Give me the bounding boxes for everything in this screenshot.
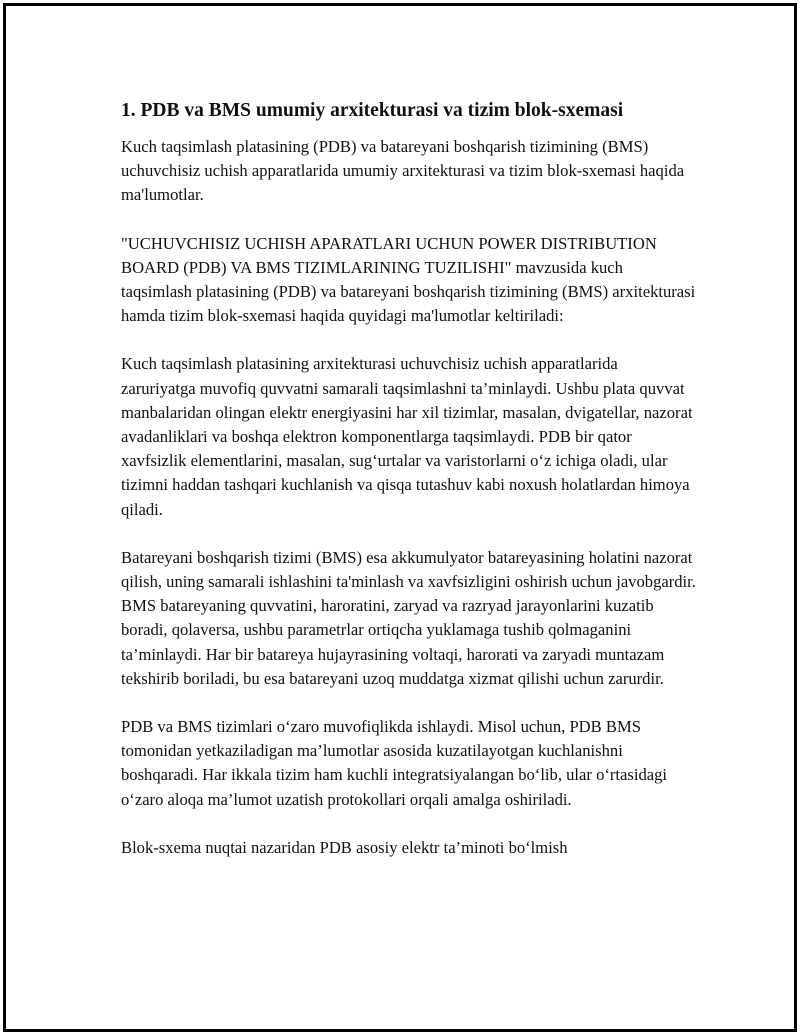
paragraph-pdb-bms-interaction: PDB va BMS tizimlari o‘zaro muvofiqlikda ishlaydi. Misol uchun, PDB BMS tomonidan yetkaziladigan ma’lumotlar asosida kuzatilayotgan kuchlanishni boshqaradi. Har ikkala tizim ham kuchli integratsiyalangan bo‘lib, ular o‘rtasidagi o‘zaro aloqa ma’lumot uzatish protokollari orqali amalga oshiriladi. <box>121 717 668 809</box>
paragraph-intro: Kuch taqsimlash platasining (PDB) va batareyani boshqarish tizimining (BMS) uchuvchisiz uchish apparatlarida umumiy arxitekturasi va tizim blok-sxemasi haqida ma'lumotlar. <box>121 137 685 205</box>
paragraph-block-diagram: Blok-sxema nuqtai nazaridan PDB asosiy elektr ta’minoti bo‘lmish <box>121 837 568 857</box>
page-frame <box>3 3 797 1032</box>
paragraph-topic: "UCHUVCHISIZ UCHISH APARATLARI UCHUN POWER DISTRIBUTION BOARD (PDB) VA BMS TIZIMLARINING TUZILISHI" mavzusida kuch taqsimlash platasining (PDB) va batareyani boshqarish tizimining (BMS) arxitekturasi hamda tizim blok-sxemasi haqida quyidagi ma'lumotlar keltiriladi: <box>121 233 696 326</box>
document-title: 1. PDB va BMS umumiy arxitekturasi va tizim blok-sxemasi <box>121 100 624 121</box>
paragraph-bms: Batareyani boshqarish tizimi (BMS) esa akkumulyator batareyasining holatini nazorat qilish, uning samarali ishlashini ta'minlash va xavfsizligini oshirish uchun javobgardir. BMS batareyaning quvvatini, haroratini, zaryad va razryad jarayonlarini kuzatib boradi, qolaversa, ushbu parametrlar ortiqcha yuklamaga tushib qolmaganini ta’minlaydi. Har bir batareya hujayrasining voltaqi, harorati va zaryadi muntazam tekshirib boriladi, bu esa batareyani uzoq muddatga xizmat qilishi uchun zarurdir. <box>121 547 696 688</box>
document-body <box>121 98 696 884</box>
paragraph-pdb-architecture: Kuch taqsimlash platasining arxitekturasi uchuvchisiz uchish apparatlarida zaruriyatga muvofiq quvvatni samarali taqsimlashni ta’minlaydi. Ushbu plata quvvat manbalaridan olingan elektr energiyasini har xil tizimlar, masalan, dvigatellar, nazorat avadanliklari va boshqa elektron komponentlarga taqsimlaydi. PDB bir qator xavfsizlik elementlarini, masalan, sug‘urtalar va varistorlarni o‘z ichiga oladi, ular tizimni haddan tashqari kuchlanish va qisqa tutashuv kabi noxush holatlardan himoya qiladi. <box>121 354 693 519</box>
